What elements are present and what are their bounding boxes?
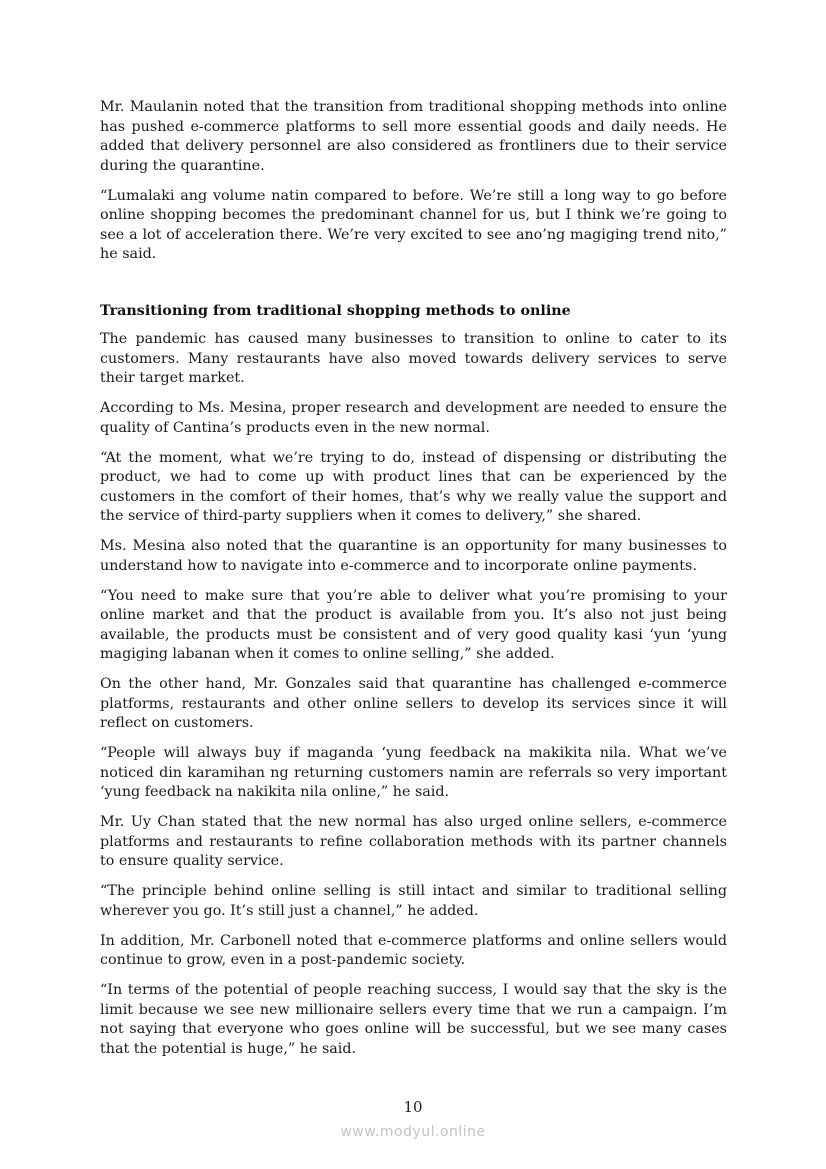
paragraph: “People will always buy if maganda ‘yung feedback na makikita nila. What we’ve noticed din karamihan ng returning customers namin are referrals so very important ‘yung feedback na nakikita nila online,” he said. (100, 745, 727, 800)
paragraph: “You need to make sure that you’re able to deliver what you’re promising to your online market and that the product is available from you. It’s also not just being available, the products must be consistent and of very good quality kasi ‘yun ‘yung magiging labanan when it comes to online selling,” she added. (100, 587, 727, 662)
section-heading: Transitioning from traditional shopping methods to online (100, 302, 571, 319)
paragraph: Ms. Mesina also noted that the quarantine is an opportunity for many businesses to understand how to navigate into e-commerce and to incorporate online payments. (100, 538, 727, 574)
paragraph: Mr. Uy Chan stated that the new normal has also urged online sellers, e-commerce platforms and restaurants to refine collaboration methods with its partner channels to ensure quality service. (100, 814, 727, 869)
paragraph: The pandemic has caused many businesses to transition to online to cater to its customers. Many restaurants have also moved towards delivery services to serve their target market. (100, 331, 727, 386)
paragraph: On the other hand, Mr. Gonzales said that quarantine has challenged e-commerce platforms, restaurants and other online sellers to develop its services since it will reflect on customers. (100, 676, 727, 731)
watermark: www.modyul.online (340, 1124, 486, 1140)
paragraph: “At the moment, what we’re trying to do, instead of dispensing or distributing the product, we had to come up with product lines that can be experienced by the customers in the comfort of their homes, that’s why we really value the support and the service of third-party suppliers when it comes to delivery,” she shared. (100, 449, 727, 524)
page-number: 10 (403, 1098, 423, 1116)
paragraph: “The principle behind online selling is still intact and similar to traditional selling wherever you go. It’s still just a channel,” he added. (100, 883, 727, 919)
paragraph: Mr. Maulanin noted that the transition from traditional shopping methods into online has pushed e-commerce platforms to sell more essential goods and daily needs. He added that delivery personnel are also considered as frontliners due to their service during the quarantine. (100, 99, 727, 174)
document-page (100, 98, 727, 1070)
paragraph: According to Ms. Mesina, proper research and development are needed to ensure the quality of Cantina’s products even in the new normal. (100, 400, 727, 436)
paragraph: “Lumalaki ang volume natin compared to before. We’re still a long way to go before online shopping becomes the predominant channel for us, but I think we’re going to see a lot of acceleration there. We’re very excited to see ano’ng magiging trend nito,” he said. (100, 187, 727, 262)
paragraph: In addition, Mr. Carbonell noted that e-commerce platforms and online sellers would continue to grow, even in a post-pandemic society. (100, 932, 727, 968)
paragraph: “In terms of the potential of people reaching success, I would say that the sky is the limit because we see new millionaire sellers every time that we run a campaign. I’m not saying that everyone who goes online will be successful, but we see many cases that the potential is huge,” he said. (100, 982, 727, 1057)
